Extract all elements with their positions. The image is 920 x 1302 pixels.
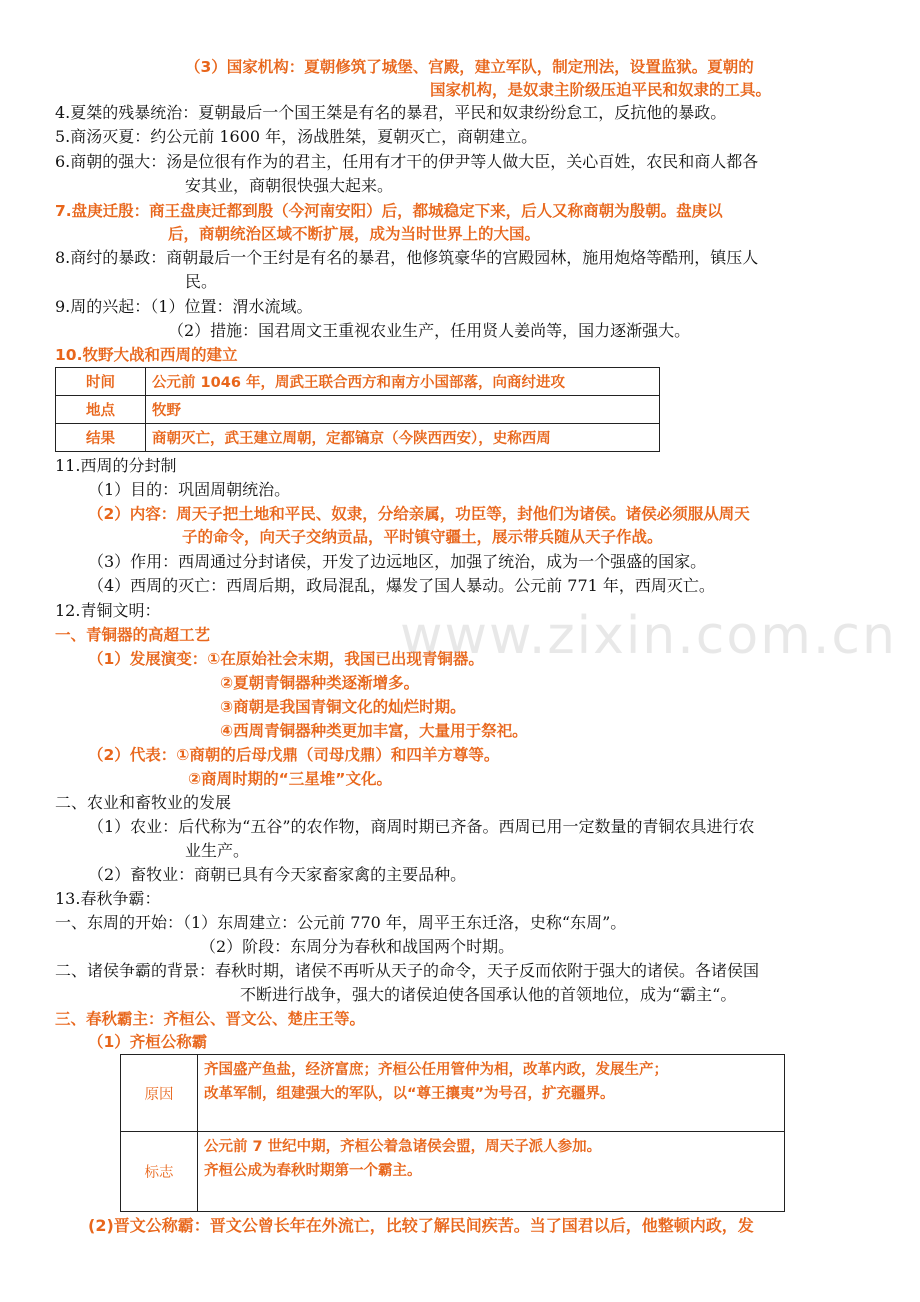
qi-huangong-table [120, 1054, 785, 1212]
text-line: 子的命令，向天子交纳贡品，平时镇守疆土，展示带兵随从天子作战。 [182, 528, 663, 546]
text-line: 业生产。 [185, 841, 250, 860]
table-header-cell: 结果 [56, 424, 146, 452]
text-line: 4.夏桀的残暴统治：夏朝最后一个国王桀是有名的暴君，平民和奴隶纷纷怠工，反抗他的暴政。 [55, 103, 727, 122]
table-header-cell: 原因 [121, 1055, 198, 1132]
text-line: （4）西周的灭亡：西周后期，政局混乱，爆发了国人暴动。公元前 771 年，西周灭亡。 [88, 576, 715, 595]
text-line: ②商周时期的“三星堆”文化。 [188, 770, 392, 788]
table-row [56, 368, 660, 396]
text-line: (2)晋文公称霸：晋文公曾长年在外流亡，比较了解民间疾苦。当了国君以后，他整顿内政，发 [88, 1216, 754, 1235]
text-line: 三、春秋霸主：齐桓公、晋文公、楚庄王等。 [55, 1010, 366, 1028]
text-line: （2）措施：国君周文王重视农业生产，任用贤人姜尚等，国力逐渐强大。 [168, 321, 691, 340]
table-row [56, 424, 660, 452]
text-line: （2）代表：①商朝的后母戊鼎（司母戊鼎）和四羊方尊等。 [88, 746, 500, 764]
text-line: 二、诸侯争霸的背景：春秋时期，诸侯不再听从天子的命令，天子反而依附于强大的诸侯。各诸侯国 [55, 961, 760, 980]
cell-line: 齐国盛产鱼盐，经济富庶；齐桓公任用管仲为相，改革内政，发展生产； [204, 1062, 668, 1078]
text-line: （1）目的：巩固周朝统治。 [88, 480, 291, 499]
cell-line: 公元前 7 世纪中期，齐桓公着急诸侯会盟，周天子派人参加。 [204, 1139, 602, 1155]
text-line: 9.周的兴起：（1）位置：渭水流域。 [55, 297, 313, 316]
text-line: 后，商朝统治区域不断扩展，成为当时世界上的大国。 [168, 225, 541, 243]
text-line: （3）作用：西周通过分封诸侯，开发了边远地区，加强了统治，成为一个强盛的国家。 [88, 552, 707, 571]
table-cell [198, 1055, 785, 1132]
section-heading: 12.青铜文明： [55, 601, 161, 620]
table-header-cell: 标志 [121, 1132, 198, 1212]
section-heading: 13.春秋争霸： [55, 889, 161, 908]
section-heading: 10.牧野大战和西周的建立 [55, 346, 238, 364]
text-line: 7.盘庚迁殷：商王盘庚迁都到殷（今河南安阳）后，都城稳定下来，后人又称商朝为殷朝。盘庚以 [55, 202, 723, 220]
table-row [121, 1132, 785, 1212]
table-header-cell: 地点 [56, 396, 146, 424]
text-line: 6.商朝的强大：汤是位很有作为的君主，任用有才干的伊尹等人做大臣，关心百姓，农民和商人都各 [55, 152, 759, 171]
text-line: （2）畜牧业：商朝已具有今天家畜家禽的主要品种。 [88, 865, 467, 884]
text-line: 国家机构，是奴隶主阶级压迫平民和奴隶的工具。 [430, 81, 772, 99]
text-line: 一、青铜器的高超工艺 [55, 626, 211, 644]
cell-line: 改革军制，组建强大的军队，以“尊王攘夷”为号召，扩充疆界。 [204, 1086, 615, 1102]
table-row [56, 396, 660, 424]
cell-line: 齐桓公成为春秋时期第一个霸主。 [204, 1163, 422, 1179]
text-line: （1）农业：后代称为“五谷”的农作物，商周时期已齐备。西周已用一定数量的青铜农具进行农 [88, 817, 755, 836]
text-line: （2）阶段：东周分为春秋和战国两个时期。 [200, 937, 515, 956]
text-line: 5.商汤灭夏：约公元前 1600 年，汤战胜桀，夏朝灭亡，商朝建立。 [55, 127, 538, 146]
text-line: （1）齐桓公称霸 [88, 1033, 208, 1051]
text-line: 一、东周的开始：（1）东周建立：公元前 770 年，周平王东迁洛，史称“东周”。 [55, 913, 627, 932]
text-line: （3）国家机构：夏朝修筑了城堡、宫殿，建立军队，制定刑法，设置监狱。夏朝的 [185, 58, 754, 76]
text-line: ②夏朝青铜器种类逐渐增多。 [220, 674, 420, 692]
text-line: 8.商纣的暴政：商朝最后一个王纣是有名的暴君，他修筑豪华的宫殿园林，施用炮烙等酷刑，镇压人 [55, 248, 759, 267]
table-cell: 牧野 [146, 396, 660, 424]
text-line: 二、农业和畜牧业的发展 [55, 793, 232, 812]
text-line: （1）发展演变：①在原始社会末期，我国已出现青铜器。 [88, 650, 484, 668]
text-line: 民。 [185, 272, 218, 291]
table-header-cell: 时间 [56, 368, 146, 396]
muye-battle-table [55, 367, 660, 452]
table-row [121, 1055, 785, 1132]
text-line: ③商朝是我国青铜文化的灿烂时期。 [220, 698, 466, 716]
table-cell: 商朝灭亡，武王建立周朝，定都镐京（今陕西西安），史称西周 [146, 424, 660, 452]
text-line: （2）内容：周天子把土地和平民、奴隶，分给亲属，功臣等，封他们为诸侯。诸侯必须服从周天 [88, 505, 750, 523]
table-cell [198, 1132, 785, 1212]
text-line: 安其业，商朝很快强大起来。 [185, 176, 394, 195]
text-line: 不断进行战争，强大的诸侯迫使各国承认他的首领地位，成为“霸主“。 [240, 985, 737, 1004]
text-line: ④西周青铜器种类更加丰富，大量用于祭祀。 [220, 722, 528, 740]
table-cell: 公元前 1046 年，周武王联合西方和南方小国部落，向商纣进攻 [146, 368, 660, 396]
watermark: www.zixin.com.cn [400, 606, 897, 666]
section-heading: 11.西周的分封制 [55, 456, 177, 475]
